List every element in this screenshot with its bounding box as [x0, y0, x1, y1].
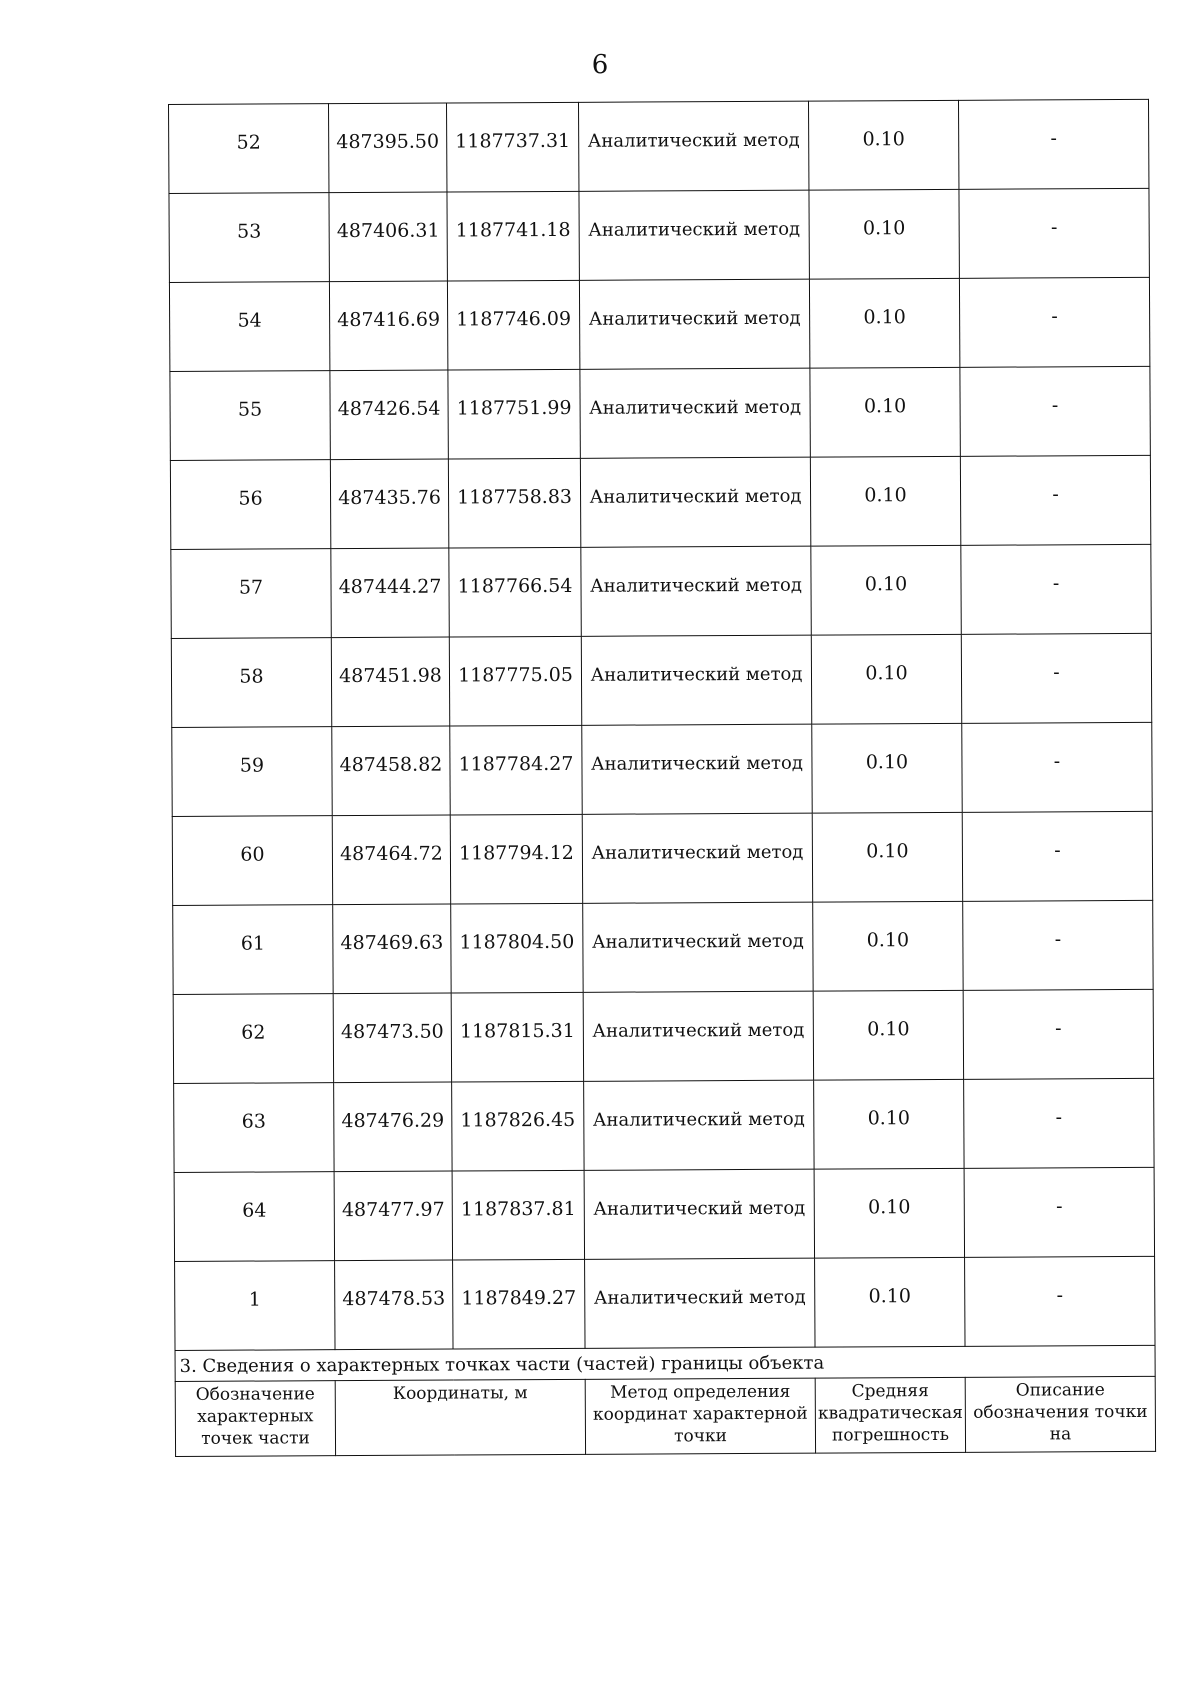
coordinate-x-cell-text: 487406.31 [336, 219, 440, 243]
header-point-designation: Обозначение характерных точек части [175, 1381, 335, 1457]
description-cell-text: - [1056, 1284, 1064, 1307]
description-cell [961, 544, 1151, 634]
coordinate-y-cell [452, 1081, 584, 1171]
header-coordinates: Координаты, м [335, 1379, 585, 1455]
table-row [169, 99, 1149, 193]
description-cell-text: - [1054, 928, 1062, 951]
table-row [170, 455, 1150, 549]
coordinate-x-cell [333, 904, 451, 994]
section-3-header-row [175, 1376, 1155, 1456]
coordinate-x-cell [333, 993, 451, 1083]
description-cell [960, 455, 1150, 545]
coordinate-x-cell-text: 487435.76 [338, 486, 441, 510]
description-cell-text: - [1051, 394, 1059, 417]
coordinate-y-cell-text: 1187804.50 [459, 930, 575, 954]
coordinate-y-cell-text: 1187837.81 [460, 1197, 576, 1221]
coordinate-y-cell [449, 636, 581, 726]
error-cell-text: 0.10 [863, 395, 907, 418]
error-cell [809, 278, 959, 368]
method-cell [578, 101, 808, 191]
header-error: Средняя квадратическая погрешность [815, 1377, 965, 1453]
coordinate-x-cell-text: 487464.72 [339, 842, 443, 866]
method-cell [582, 724, 812, 814]
error-cell-text: 0.10 [863, 306, 906, 329]
error-cell-text: 0.10 [868, 1196, 911, 1219]
description-cell-text: - [1056, 1195, 1063, 1218]
coordinate-y-cell-text: 1187758.83 [457, 485, 573, 509]
error-cell-text: 0.10 [866, 840, 909, 863]
coordinate-y-cell-text: 1187741.18 [455, 218, 571, 242]
coordinate-y-cell-text: 1187826.45 [460, 1108, 576, 1132]
description-cell [964, 1078, 1154, 1168]
coordinate-y-cell [448, 369, 580, 459]
coordinate-x-cell [334, 1171, 452, 1261]
coordinate-y-cell-text: 1187746.09 [456, 307, 572, 331]
error-cell-text: 0.10 [865, 662, 908, 685]
method-cell-text: Аналитический метод [588, 218, 801, 241]
method-cell-text: Аналитический метод [592, 1108, 805, 1131]
point-number-cell-text: 57 [238, 576, 264, 599]
method-cell-text: Аналитический метод [593, 1197, 806, 1220]
coordinate-y-cell-text: 1187849.27 [461, 1286, 577, 1310]
coordinate-x-cell-text: 487476.29 [341, 1109, 445, 1133]
coordinate-y-cell [451, 992, 583, 1082]
error-cell-text: 0.10 [864, 573, 908, 596]
coordinate-y-cell-text: 1187751.99 [456, 396, 572, 420]
point-number-cell [170, 460, 330, 550]
table-row [172, 811, 1152, 905]
method-cell [582, 813, 812, 903]
method-cell-text: Аналитический метод [589, 485, 802, 508]
point-number-cell-text: 52 [236, 131, 261, 154]
method-cell-text: Аналитический метод [590, 752, 803, 775]
method-cell [581, 635, 811, 725]
method-cell [585, 1258, 815, 1348]
section-3-block [175, 1345, 1156, 1456]
point-number-cell [169, 282, 329, 372]
coordinate-x-cell-text: 487478.53 [342, 1287, 446, 1311]
table-row [171, 633, 1151, 727]
description-cell [965, 1256, 1155, 1346]
error-cell [814, 1079, 964, 1169]
coordinate-y-cell-text: 1187775.05 [458, 663, 573, 687]
method-cell-text: Аналитический метод [589, 396, 802, 419]
table-row [169, 277, 1149, 371]
method-cell [580, 368, 810, 458]
description-cell-text: - [1053, 661, 1060, 684]
method-cell [583, 991, 813, 1081]
coordinate-x-cell-text: 487477.97 [341, 1198, 445, 1222]
header-description: Описание обозначения точки на [965, 1376, 1155, 1452]
method-cell-text: Аналитический метод [588, 307, 801, 330]
coordinate-x-cell [332, 815, 450, 905]
point-number-cell-text: 61 [240, 932, 266, 955]
coordinate-y-cell [446, 102, 578, 192]
coordinate-y-cell [452, 1170, 584, 1260]
point-number-cell [171, 638, 331, 728]
error-cell [808, 100, 958, 190]
error-cell [810, 367, 960, 457]
coordinates-sheet [168, 99, 1155, 1457]
error-cell [812, 812, 962, 902]
coordinate-x-cell [332, 726, 450, 816]
description-cell-text: - [1053, 750, 1061, 773]
description-cell [959, 277, 1149, 367]
table-row [173, 900, 1153, 994]
point-number-cell [169, 193, 329, 283]
error-cell-text: 0.10 [865, 751, 909, 774]
error-cell [811, 545, 961, 635]
description-cell [964, 1167, 1154, 1257]
coordinate-y-cell [447, 191, 579, 281]
description-cell-text: - [1051, 305, 1058, 328]
coordinate-y-cell [450, 814, 582, 904]
point-number-cell [174, 1172, 334, 1262]
error-cell [809, 189, 959, 279]
table-row [169, 188, 1149, 282]
coordinate-y-cell [447, 280, 579, 370]
table-row [175, 1256, 1155, 1350]
table-row [171, 544, 1151, 638]
error-cell-text: 0.10 [867, 1107, 911, 1130]
method-cell-text: Аналитический метод [592, 1019, 805, 1042]
table-row [172, 722, 1152, 816]
point-number-cell-text: 64 [242, 1199, 267, 1222]
description-cell [961, 633, 1151, 723]
description-cell [962, 811, 1152, 901]
coordinate-y-cell-text: 1187815.31 [459, 1019, 575, 1043]
point-number-cell-text: 54 [237, 309, 262, 332]
coordinate-y-cell-text: 1187794.12 [458, 841, 574, 865]
method-cell-text: Аналитический метод [591, 930, 804, 953]
description-cell [959, 188, 1149, 278]
coordinate-x-cell-text: 487473.50 [340, 1020, 444, 1044]
coordinate-y-cell [448, 458, 580, 548]
coordinate-y-cell-text: 1187766.54 [457, 574, 573, 598]
error-cell-text: 0.10 [867, 1018, 910, 1041]
method-cell-text: Аналитический метод [591, 841, 804, 864]
coordinate-x-cell [331, 637, 449, 727]
table-row [174, 1167, 1154, 1261]
coordinate-x-cell-text: 487426.54 [337, 397, 441, 421]
point-number-cell-text: 59 [239, 754, 265, 777]
point-number-cell [173, 994, 333, 1084]
description-cell [963, 989, 1153, 1079]
error-cell [813, 990, 963, 1080]
header-method: Метод определения координат характерной точки [585, 1378, 815, 1454]
description-cell-text: - [1052, 483, 1059, 506]
point-number-cell [172, 727, 332, 817]
coordinate-y-cell [451, 903, 583, 993]
coordinate-x-cell [330, 459, 448, 549]
coordinate-y-cell [450, 725, 582, 815]
point-number-cell [175, 1261, 335, 1351]
coordinate-y-cell-text: 1187737.31 [455, 129, 571, 153]
coordinates-table-body [169, 99, 1156, 1350]
coordinate-x-cell [329, 103, 447, 193]
method-cell [579, 190, 809, 280]
error-cell-text: 0.10 [862, 217, 906, 240]
method-cell-text: Аналитический метод [590, 574, 803, 597]
coordinate-x-cell [335, 1260, 453, 1350]
coordinate-x-cell [331, 548, 449, 638]
point-number-cell [169, 104, 329, 194]
error-cell [814, 1168, 964, 1258]
point-number-cell [173, 905, 333, 995]
point-number-cell-text: 53 [237, 220, 262, 243]
point-number-cell-text: 60 [240, 843, 265, 866]
error-cell-text: 0.10 [866, 929, 910, 952]
method-cell [584, 1169, 814, 1259]
error-cell [813, 901, 963, 991]
point-number-cell-text: 1 [248, 1288, 261, 1311]
error-cell [812, 723, 962, 813]
table-row [173, 989, 1153, 1083]
coordinate-x-cell [329, 192, 447, 282]
error-cell-text: 0.10 [862, 128, 905, 151]
point-number-cell-text: 58 [239, 665, 264, 688]
error-cell-text: 0.10 [868, 1285, 911, 1308]
description-cell-text: - [1055, 1017, 1062, 1040]
coordinate-y-cell-text: 1187784.27 [458, 752, 574, 776]
coordinate-x-cell-text: 487451.98 [339, 664, 442, 688]
method-cell [579, 279, 809, 369]
point-number-cell [172, 816, 332, 906]
method-cell [581, 546, 811, 636]
description-cell [963, 900, 1153, 990]
coordinate-y-cell [453, 1259, 585, 1349]
point-number-cell-text: 62 [241, 1021, 266, 1044]
point-number-cell [170, 371, 330, 461]
error-cell [810, 456, 960, 546]
coordinate-x-cell-text: 487395.50 [336, 130, 440, 154]
error-cell [811, 634, 961, 724]
coordinate-x-cell-text: 487444.27 [338, 575, 442, 599]
point-number-cell-text: 55 [237, 398, 263, 421]
description-cell [962, 722, 1152, 812]
description-cell [960, 366, 1150, 456]
method-cell-text: Аналитический метод [590, 663, 803, 686]
coordinate-x-cell [334, 1082, 452, 1172]
description-cell-text: - [1050, 127, 1057, 150]
method-cell [583, 902, 813, 992]
description-cell-text: - [1050, 216, 1058, 239]
method-cell [580, 457, 810, 547]
description-cell-text: - [1055, 1106, 1063, 1129]
coordinate-y-cell [449, 547, 581, 637]
description-cell [958, 99, 1148, 189]
coordinate-x-cell-text: 487416.69 [337, 308, 441, 332]
coordinate-x-cell-text: 487458.82 [339, 753, 443, 777]
table-row [174, 1078, 1154, 1172]
coordinate-x-cell [329, 281, 447, 371]
section-3-title: 3. Сведения о характерных точках части (частей) границы объекта [175, 1345, 1155, 1381]
page-number: 6 [591, 50, 609, 80]
coordinate-x-cell [330, 370, 448, 460]
point-number-cell [174, 1083, 334, 1173]
point-number-cell-text: 63 [241, 1110, 266, 1133]
point-number-cell [171, 549, 331, 639]
method-cell-text: Аналитический метод [587, 129, 800, 152]
table-row [170, 366, 1150, 460]
coordinate-x-cell-text: 487469.63 [340, 931, 444, 955]
point-number-cell-text: 56 [238, 487, 263, 510]
error-cell [815, 1257, 965, 1347]
description-cell-text: - [1052, 572, 1060, 595]
error-cell-text: 0.10 [864, 484, 907, 507]
coordinates-table [168, 99, 1156, 1457]
description-cell-text: - [1054, 839, 1061, 862]
method-cell [584, 1080, 814, 1170]
method-cell-text: Аналитический метод [593, 1286, 806, 1309]
